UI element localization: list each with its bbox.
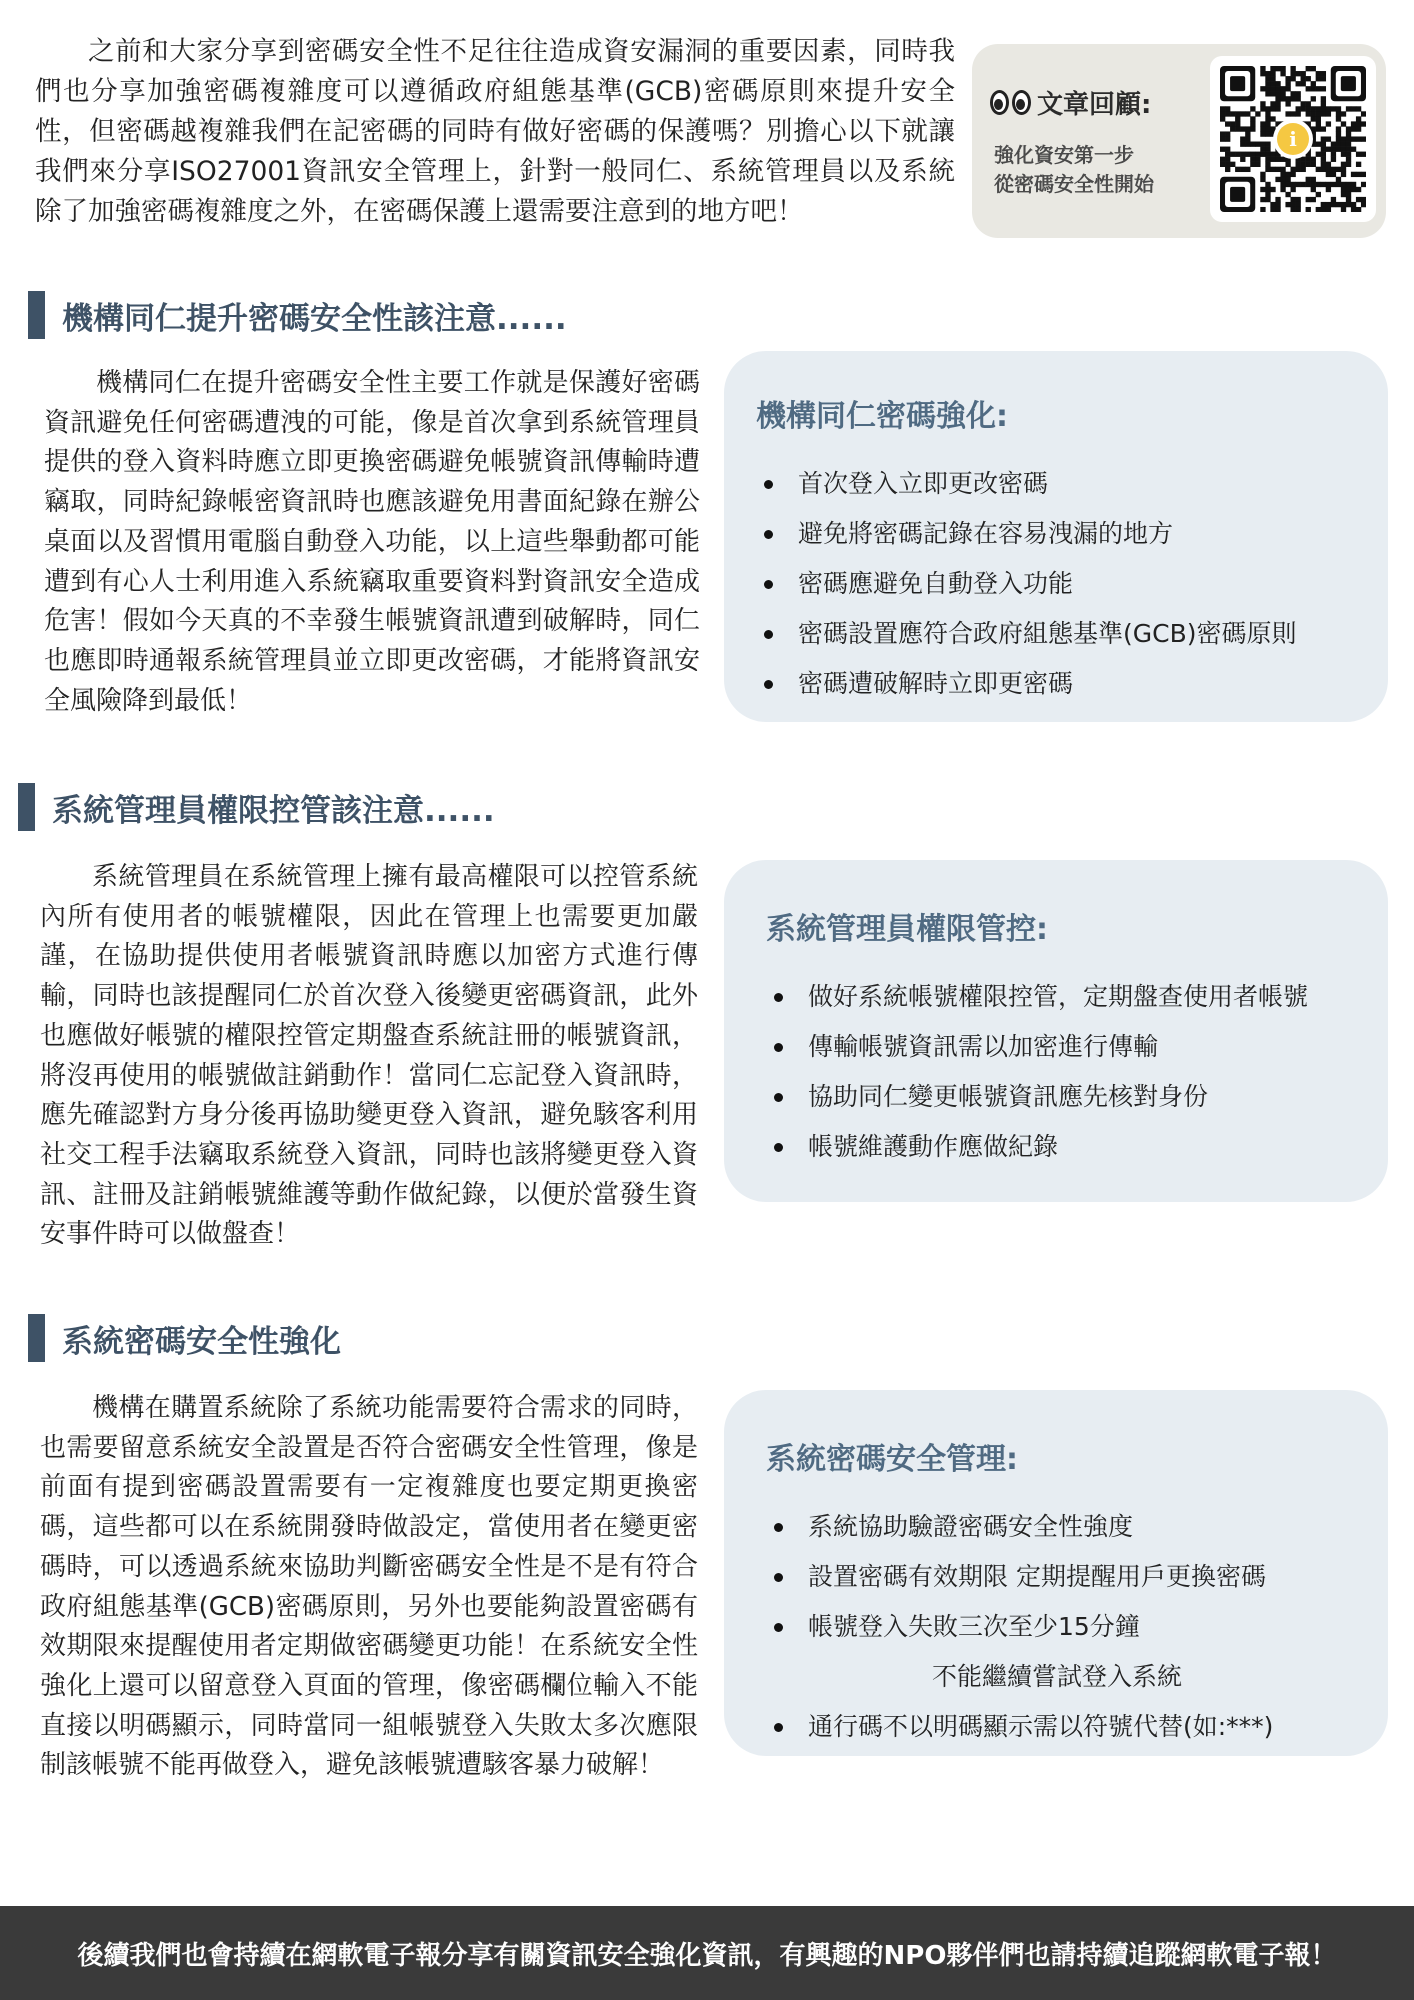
list-item: 設置密碼有效期限 定期提醒用戶更換密碼 xyxy=(766,1552,1388,1602)
list-item: 做好系統帳號權限控管，定期盤查使用者帳號 xyxy=(766,972,1388,1022)
heading-accent-bar xyxy=(18,783,35,831)
section-heading-text: 系統密碼安全性強化 xyxy=(62,1323,341,1360)
footer-text: 後續我們也會持續在網軟電子報分享有關資訊安全強化資訊，有興趣的NPO夥伴們也請持續追蹤網軟電子報！ xyxy=(77,1940,1337,1971)
tip-card-title: 機構同仁密碼強化: xyxy=(756,399,1008,434)
review-title: 文章回顧: xyxy=(1037,90,1152,120)
section-heading-system xyxy=(28,1314,341,1362)
qr-code-icon xyxy=(1220,66,1366,212)
section-heading-admin xyxy=(18,783,495,831)
eyes-icon xyxy=(990,90,1031,115)
review-title-row xyxy=(990,84,1151,121)
list-item: 帳號登入失敗三次至少15分鐘 xyxy=(766,1602,1388,1652)
svg-text:i: i xyxy=(1289,127,1297,151)
heading-accent-bar xyxy=(28,1314,45,1362)
review-subtitle[interactable] xyxy=(994,141,1154,199)
section-body-staff: 機構同仁在提升密碼安全性主要工作就是保護好密碼資訊避免任何密碼遭洩的可能，像是首次拿到系統管理員提供的登入資料時應立即更換密碼避免帳號資訊傳輸時遭竊取，同時紀錄帳密資訊時也應該避免用書面紀錄在辦公桌面以及習慣用電腦自動登入功能，以上這些舉動都可能遭到有心人士利用進入系統竊取重要資料對資訊安全造成危害！假如今天真的不幸發生帳號資訊遭到破解時，同仁也應即時通報系統管理員並立即更改密碼，才能將資訊安全風險降到最低！ xyxy=(44,368,700,716)
tip-card-staff xyxy=(724,351,1388,722)
review-subtitle-line-1: 強化資安第一步 xyxy=(994,143,1134,167)
list-item: 協助同仁變更帳號資訊應先核對身份 xyxy=(766,1072,1388,1122)
heading-accent-bar xyxy=(28,291,45,339)
tip-list xyxy=(766,972,1388,1172)
list-item: 傳輸帳號資訊需以加密進行傳輸 xyxy=(766,1022,1388,1072)
list-item: 密碼設置應符合政府組態基準(GCB)密碼原則 xyxy=(756,609,1388,659)
list-item: 系統協助驗證密碼安全性強度 xyxy=(766,1502,1388,1552)
tip-card-title: 系統管理員權限管控: xyxy=(766,912,1048,947)
section-body-admin: 系統管理員在系統管理上擁有最高權限可以控管系統內所有使用者的帳號權限，因此在管理上也需要更加嚴謹，在協助提供使用者帳號資訊時應以加密方式進行傳輸，同時也該提醒同仁於首次登入後變更密碼資訊，此外也應做好帳號的權限控管定期盤查系統註冊的帳號資訊，將沒再使用的帳號做註銷動作！當同仁忘記登入資訊時，應先確認對方身分後再協助變更登入資訊，避免駭客利用社交工程手法竊取系統登入資訊，同時也該將變更登入資訊、註冊及註銷帳號維護等動作做紀錄，以便於當發生資安事件時可以做盤查！ xyxy=(40,862,698,1250)
tip-card-title: 系統密碼安全管理: xyxy=(766,1442,1018,1477)
section-heading-text: 系統管理員權限控管該注意...... xyxy=(52,792,495,829)
list-item: 密碼遭破解時立即更密碼 xyxy=(756,659,1388,709)
section-heading-staff xyxy=(28,291,567,339)
list-item: 避免將密碼記錄在容易洩漏的地方 xyxy=(756,509,1388,559)
list-item-continuation: 不能繼續嘗試登入系統 xyxy=(931,1662,1182,1691)
list-item: 帳號維護動作應做紀錄 xyxy=(766,1122,1388,1172)
section-body-system: 機構在購置系統除了系統功能需要符合需求的同時，也需要留意系統安全設置是否符合密碼安全性管理，像是前面有提到密碼設置需要有一定複雜度也要定期更換密碼，這些都可以在系統開發時做設定，當使用者在變更密碼時，可以透過系統來協助判斷密碼安全性是不是有符合政府組態基準(GCB)密碼原則，另外也要能夠設置密碼有效期限來提醒使用者定期做密碼變更功能！在系統安全性強化上還可以留意登入頁面的管理，像密碼欄位輸入不能直接以明碼顯示，同時當同一組帳號登入失敗太多次應限制該帳號不能再做登入，避免該帳號遭駭客暴力破解！ xyxy=(40,1393,698,1781)
qr-code[interactable] xyxy=(1210,56,1376,222)
review-subtitle-line-2: 從密碼安全性開始 xyxy=(994,172,1154,196)
list-item: 首次登入立即更改密碼 xyxy=(756,459,1388,509)
tip-list xyxy=(766,1502,1388,1752)
tip-list xyxy=(756,459,1388,709)
list-item: 通行碼不以明碼顯示需以符號代替(如:***) xyxy=(766,1702,1388,1752)
list-item: 密碼應避免自動登入功能 xyxy=(756,559,1388,609)
tip-card-admin xyxy=(724,860,1388,1202)
footer-banner xyxy=(0,1906,1414,2000)
tip-card-system xyxy=(724,1390,1388,1756)
section-heading-text: 機構同仁提升密碼安全性該注意...... xyxy=(62,300,567,337)
intro-paragraph: 之前和大家分享到密碼安全性不足往往造成資安漏洞的重要因素，同時我們也分享加強密碼複雜度可以遵循政府組態基準(GCB)密碼原則來提升安全性，但密碼越複雜我們在記密碼的同時有做好密碼的保護嗎？別擔心以下就讓我們來分享ISO27001資訊安全管理上，針對一般同仁、系統管理員以及系統除了加強密碼複雜度之外，在密碼保護上還需要注意到的地方吧！ xyxy=(35,36,955,227)
article-review-card[interactable] xyxy=(972,44,1386,238)
